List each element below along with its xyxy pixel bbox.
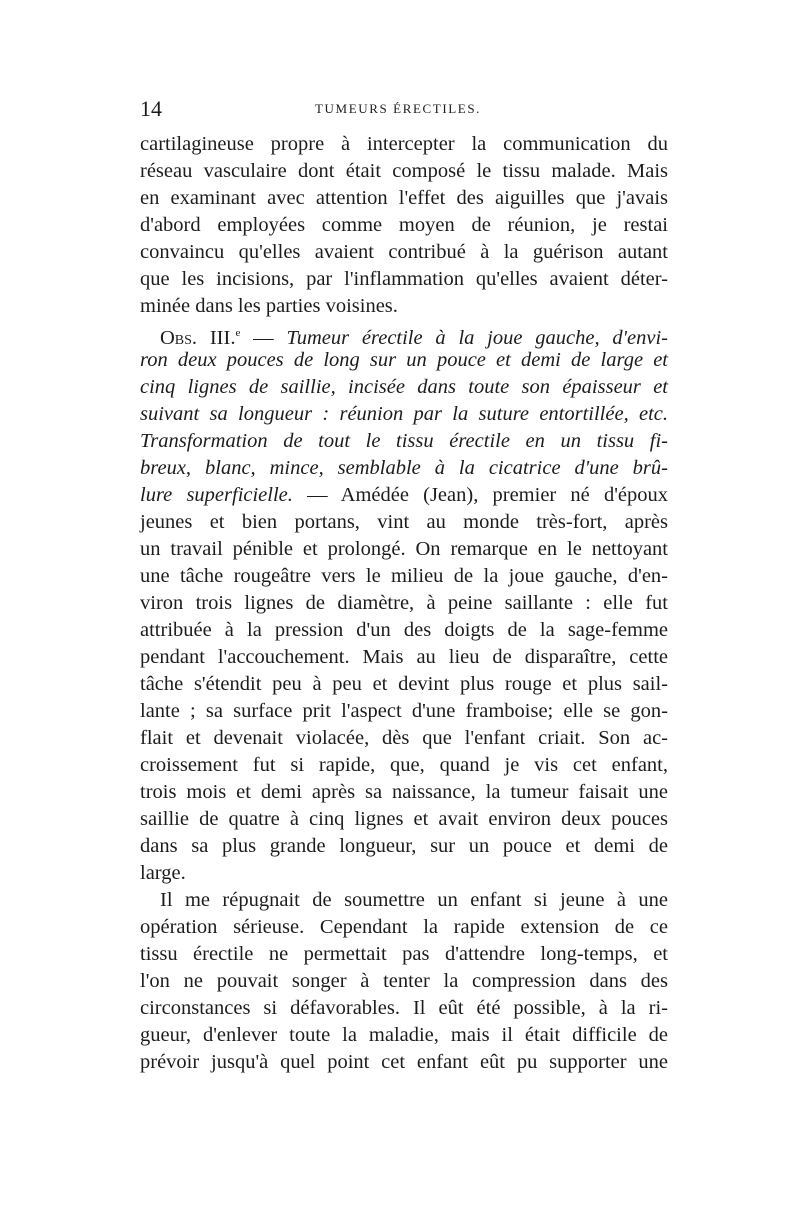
text-line: breux, blanc, mince, semblable à la cicatrice d'une brû- [140, 457, 668, 479]
text-line: réseau vasculaire dont était composé le tissu malade. Mais [140, 160, 668, 182]
text-line: opération sérieuse. Cependant la rapide extension de ce [140, 916, 668, 938]
text-line: lante ; sa surface prit l'aspect d'une framboise; elle se gon- [140, 700, 668, 722]
text-line: viron trois lignes de diamètre, à peine saillante : elle fut [140, 592, 668, 614]
text-line: un travail pénible et prolongé. On remarque en le nettoyant [140, 538, 668, 560]
text-line: en examinant avec attention l'effet des aiguilles que j'avais [140, 187, 668, 209]
text-line: attribuée à la pression d'un des doigts de la sage-femme [140, 619, 668, 641]
text-line: prévoir jusqu'à quel point cet enfant eût pu supporter une [140, 1051, 668, 1073]
text-line: minée dans les parties voisines. [140, 295, 398, 317]
text-line: d'abord employées comme moyen de réunion, je restai [140, 214, 668, 236]
text-line: large. [140, 862, 186, 884]
text-line: convaincu qu'elles avaient contribué à la guérison autant [140, 241, 668, 263]
text-line: dans sa plus grande longueur, sur un pouce et demi de [140, 835, 668, 857]
observation-label: Obs. III. [160, 326, 236, 349]
text-line: cartilagineuse propre à intercepter la communication du [140, 133, 668, 155]
text-line: flait et devenait violacée, dès que l'enfant criait. Son ac- [140, 727, 668, 749]
text-line: gueur, d'enlever toute la maladie, mais il était difficile de [140, 1024, 668, 1046]
text-line: Transformation de tout le tissu érectile en un tissu fi- [140, 430, 668, 452]
text-line: ron deux pouces de long sur un pouce et demi de large et [140, 349, 668, 371]
text-line: saillie de quatre à cinq lignes et avait environ deux pouces [140, 808, 668, 830]
observation-ordinal: e [235, 327, 241, 339]
text-line: jeunes et bien portans, vint au monde très-fort, après [140, 511, 668, 533]
page-number: 14 [140, 96, 162, 121]
observation-heading-line: Obs. III.$^e$ — Tumeur érectile à la joue gauche, d'envi- [160, 326, 668, 349]
running-head: TUMEURS ÉRECTILES. [315, 101, 482, 116]
text-line: tâche s'étendit peu à peu et devint plus rouge et plus sail- [140, 673, 668, 695]
page-header [140, 96, 668, 122]
text-line: l'on ne pouvait songer à tenter la compression dans des [140, 970, 668, 992]
text-line: tissu érectile ne permettait pas d'attendre long-temps, et [140, 943, 668, 965]
text-line: que les incisions, par l'inflammation qu'elles avaient déter- [140, 268, 668, 290]
text-line: lure superficielle. — Amédée (Jean), premier né d'époux [140, 484, 668, 506]
text-line: croissement fut si rapide, que, quand je vis cet enfant, [140, 754, 668, 776]
paragraph-first-line: Il me répugnait de soumettre un enfant si jeune à une [160, 889, 668, 911]
text-line: pendant l'accouchement. Mais au lieu de disparaître, cette [140, 646, 668, 668]
text-line: trois mois et demi après sa naissance, la tumeur faisait une [140, 781, 668, 803]
text-line: suivant sa longueur : réunion par la suture entortillée, etc. [140, 403, 668, 425]
text-line: une tâche rougeâtre vers le milieu de la joue gauche, d'en- [140, 565, 668, 587]
text-line: cinq lignes de saillie, incisée dans toute son épaisseur et [140, 376, 668, 398]
text-line: circonstances si défavorables. Il eût été possible, à la ri- [140, 997, 668, 1019]
